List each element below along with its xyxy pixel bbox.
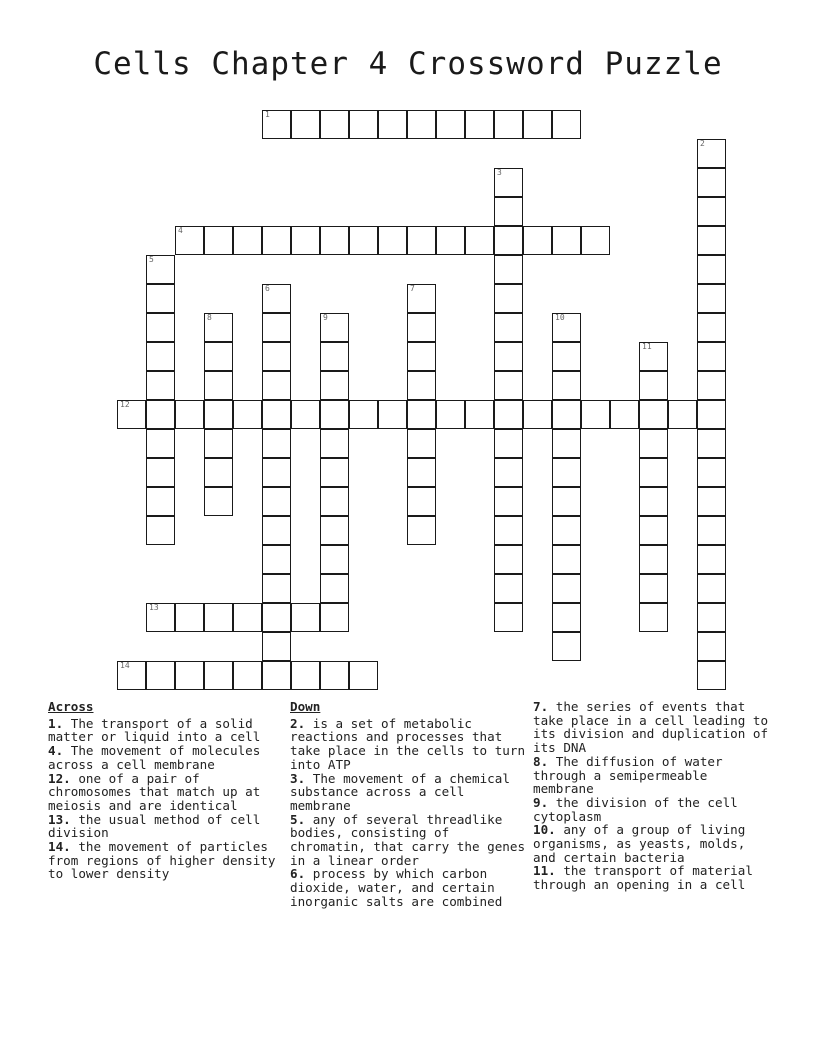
clue-text: The diffusion of water through a semipermeable membrane [533, 753, 723, 797]
grid-cell[interactable] [552, 516, 581, 545]
grid-cell[interactable] [378, 110, 407, 139]
clue-across-13 [48, 813, 284, 840]
clue-number-label: 13 [149, 603, 159, 612]
grid-cell[interactable] [552, 632, 581, 661]
grid-cell[interactable] [639, 603, 668, 632]
grid-cell[interactable] [697, 284, 726, 313]
grid-cell[interactable] [552, 226, 581, 255]
grid-cell[interactable] [262, 284, 291, 313]
grid-cell[interactable] [552, 371, 581, 400]
clue-text: the movement of particles from regions of higher density to lower density [48, 839, 276, 882]
grid-cell[interactable] [175, 226, 204, 255]
grid-cell[interactable] [291, 226, 320, 255]
clue-down-9 [533, 796, 769, 823]
clue-down-7 [533, 700, 769, 755]
clue-number: 13. [48, 811, 71, 827]
grid-cell[interactable] [697, 487, 726, 516]
grid-cell[interactable] [262, 545, 291, 574]
grid-cell[interactable] [146, 458, 175, 487]
clue-number: 9. [533, 794, 549, 810]
grid-cell[interactable] [320, 545, 349, 574]
grid-cell[interactable] [262, 487, 291, 516]
grid-cell[interactable] [262, 429, 291, 458]
grid-cell[interactable] [465, 226, 494, 255]
clue-number: 1. [48, 715, 64, 731]
grid-cell[interactable] [639, 545, 668, 574]
grid-cell[interactable] [233, 226, 262, 255]
clue-number-label: 11 [642, 342, 652, 351]
grid-cell[interactable] [146, 661, 175, 690]
grid-cell[interactable] [175, 661, 204, 690]
clue-number: 3. [290, 770, 306, 786]
grid-cell[interactable] [697, 168, 726, 197]
clue-text: is a set of metabolic reactions and processes that take place in the cells to turn into ATP [290, 715, 526, 772]
down-clues-part-2 [533, 700, 769, 892]
grid-cell[interactable] [146, 487, 175, 516]
grid-cell[interactable] [552, 487, 581, 516]
clue-down-8 [533, 755, 769, 796]
clue-number: 14. [48, 839, 71, 855]
clue-number-label: 1 [265, 110, 270, 119]
grid-cell[interactable] [494, 487, 523, 516]
grid-cell[interactable] [320, 487, 349, 516]
clue-number: 7. [533, 699, 549, 714]
grid-cell[interactable] [233, 400, 262, 429]
clue-across-1 [48, 717, 284, 744]
grid-cell[interactable] [465, 400, 494, 429]
grid-cell[interactable] [320, 342, 349, 371]
grid-cell[interactable] [378, 400, 407, 429]
grid-cell[interactable] [407, 458, 436, 487]
grid-cell[interactable] [407, 516, 436, 545]
grid-cell[interactable] [552, 458, 581, 487]
grid-cell[interactable] [697, 400, 726, 429]
grid-cell[interactable] [494, 516, 523, 545]
clue-text: process by which carbon dioxide, water, and certain inorganic salts are combined [290, 866, 503, 909]
grid-cell[interactable] [320, 603, 349, 632]
grid-cell[interactable] [697, 313, 726, 342]
grid-cell[interactable] [407, 487, 436, 516]
grid-cell[interactable] [494, 429, 523, 458]
grid-cell[interactable] [262, 458, 291, 487]
grid-cell[interactable] [407, 313, 436, 342]
grid-cell[interactable] [349, 661, 378, 690]
grid-cell[interactable] [146, 400, 175, 429]
grid-cell[interactable] [146, 371, 175, 400]
clue-number: 5. [290, 811, 306, 827]
grid-cell[interactable] [697, 661, 726, 690]
grid-cell[interactable] [697, 603, 726, 632]
grid-cell[interactable] [262, 313, 291, 342]
grid-cell[interactable] [639, 574, 668, 603]
grid-cell[interactable] [146, 313, 175, 342]
across-clues [48, 700, 284, 881]
grid-cell[interactable] [204, 342, 233, 371]
grid-cell[interactable] [581, 400, 610, 429]
clue-down-3 [290, 772, 526, 813]
grid-cell[interactable] [552, 574, 581, 603]
clue-number: 4. [48, 743, 64, 759]
grid-cell[interactable] [262, 632, 291, 661]
grid-cell[interactable] [552, 603, 581, 632]
grid-cell[interactable] [697, 632, 726, 661]
grid-cell[interactable] [494, 400, 523, 429]
grid-cell[interactable] [204, 487, 233, 516]
grid-cell[interactable] [407, 284, 436, 313]
grid-cell[interactable] [407, 371, 436, 400]
grid-cell[interactable] [320, 400, 349, 429]
grid-cell[interactable] [320, 661, 349, 690]
grid-cell[interactable] [494, 574, 523, 603]
grid-cell[interactable] [552, 545, 581, 574]
grid-cell[interactable] [146, 429, 175, 458]
grid-cell[interactable] [262, 342, 291, 371]
grid-cell[interactable] [175, 400, 204, 429]
grid-cell[interactable] [494, 313, 523, 342]
grid-cell[interactable] [639, 487, 668, 516]
clue-text: The movement of molecules across a cell membrane [48, 743, 261, 772]
grid-cell[interactable] [204, 603, 233, 632]
clue-number-label: 8 [207, 313, 212, 322]
clue-down-2 [290, 717, 526, 772]
grid-cell[interactable] [204, 429, 233, 458]
clue-number-label: 2 [700, 139, 705, 148]
clue-number-label: 12 [120, 400, 130, 409]
grid-cell[interactable] [697, 429, 726, 458]
grid-cell[interactable] [262, 661, 291, 690]
clue-text: The movement of a chemical substance across a cell membrane [290, 770, 510, 813]
clue-across-4 [48, 744, 284, 771]
grid-cell[interactable] [523, 226, 552, 255]
grid-cell[interactable] [697, 197, 726, 226]
grid-cell[interactable] [146, 603, 175, 632]
grid-cell[interactable] [233, 661, 262, 690]
grid-cell[interactable] [494, 110, 523, 139]
clue-text: The transport of a solid matter or liquid into a cell [48, 715, 261, 745]
grid-cell[interactable] [320, 313, 349, 342]
grid-cell[interactable] [465, 110, 494, 139]
grid-cell[interactable] [320, 429, 349, 458]
grid-cell[interactable] [262, 400, 291, 429]
grid-cell[interactable] [146, 284, 175, 313]
clue-number-label: 14 [120, 661, 130, 670]
grid-cell[interactable] [523, 400, 552, 429]
grid-cell[interactable] [494, 197, 523, 226]
grid-cell[interactable] [117, 400, 146, 429]
grid-cell[interactable] [407, 342, 436, 371]
grid-cell[interactable] [436, 400, 465, 429]
grid-cell[interactable] [494, 371, 523, 400]
grid-cell[interactable] [262, 226, 291, 255]
grid-cell[interactable] [204, 226, 233, 255]
grid-cell[interactable] [552, 429, 581, 458]
grid-cell[interactable] [523, 110, 552, 139]
grid-cell[interactable] [639, 516, 668, 545]
grid-cell[interactable] [639, 458, 668, 487]
grid-cell[interactable] [639, 400, 668, 429]
grid-cell[interactable] [494, 603, 523, 632]
grid-cell[interactable] [349, 110, 378, 139]
grid-cell[interactable] [146, 255, 175, 284]
grid-cell[interactable] [552, 110, 581, 139]
clue-down-11 [533, 864, 769, 891]
clue-number-label: 3 [497, 168, 502, 177]
clue-down-6 [290, 867, 526, 908]
grid-cell[interactable] [262, 574, 291, 603]
grid-cell[interactable] [320, 110, 349, 139]
grid-cell[interactable] [204, 313, 233, 342]
clue-text: the transport of material through an opening in a cell [533, 863, 753, 893]
grid-cell[interactable] [262, 110, 291, 139]
grid-cell[interactable] [204, 371, 233, 400]
grid-cell[interactable] [494, 458, 523, 487]
clue-text: the division of the cell cytoplasm [533, 794, 738, 824]
grid-cell[interactable] [291, 110, 320, 139]
grid-cell[interactable] [204, 400, 233, 429]
grid-cell[interactable] [320, 516, 349, 545]
grid-cell[interactable] [697, 342, 726, 371]
grid-cell[interactable] [262, 603, 291, 632]
grid-cell[interactable] [204, 661, 233, 690]
clue-number: 11. [533, 863, 556, 879]
down-heading: Down [290, 699, 321, 714]
grid-cell[interactable] [668, 400, 697, 429]
grid-cell[interactable] [697, 371, 726, 400]
grid-cell[interactable] [639, 429, 668, 458]
grid-cell[interactable] [407, 400, 436, 429]
grid-cell[interactable] [697, 226, 726, 255]
clue-number-label: 6 [265, 284, 270, 293]
grid-cell[interactable] [407, 226, 436, 255]
clue-text: the usual method of cell division [48, 811, 261, 841]
grid-cell[interactable] [697, 574, 726, 603]
grid-cell[interactable] [697, 516, 726, 545]
grid-cell[interactable] [494, 342, 523, 371]
clue-across-12 [48, 772, 284, 813]
grid-cell[interactable] [639, 371, 668, 400]
grid-cell[interactable] [639, 342, 668, 371]
grid-cell[interactable] [233, 603, 262, 632]
grid-cell[interactable] [494, 255, 523, 284]
clue-number: 12. [48, 770, 71, 786]
clue-text: one of a pair of chromosomes that match up at meiosis and are identical [48, 770, 261, 813]
clue-number-label: 7 [410, 284, 415, 293]
grid-cell[interactable] [610, 400, 639, 429]
clue-number: 8. [533, 753, 549, 769]
grid-cell[interactable] [494, 545, 523, 574]
grid-cell[interactable] [407, 429, 436, 458]
grid-cell[interactable] [117, 661, 146, 690]
clue-number: 6. [290, 866, 306, 882]
clue-number-label: 4 [178, 226, 183, 235]
grid-cell[interactable] [697, 458, 726, 487]
grid-cell[interactable] [320, 226, 349, 255]
grid-cell[interactable] [320, 574, 349, 603]
clue-across-14 [48, 840, 284, 881]
grid-cell[interactable] [349, 400, 378, 429]
grid-cell[interactable] [436, 226, 465, 255]
grid-cell[interactable] [262, 516, 291, 545]
clue-down-5 [290, 813, 526, 868]
clue-text: the series of events that take place in a cell leading to its division and duplication of its DNA [533, 699, 769, 756]
clue-number-label: 5 [149, 255, 154, 264]
grid-cell[interactable] [494, 226, 523, 255]
across-heading: Across [48, 699, 94, 714]
clue-down-10 [533, 823, 769, 864]
grid-cell[interactable] [552, 342, 581, 371]
clue-number-label: 9 [323, 313, 328, 322]
clue-text: any of a group of living organisms, as yeasts, molds, and certain bacteria [533, 822, 746, 865]
grid-cell[interactable] [407, 110, 436, 139]
grid-cell[interactable] [494, 284, 523, 313]
down-clues-part-1 [290, 700, 526, 909]
clue-number: 10. [533, 822, 556, 838]
grid-cell[interactable] [697, 545, 726, 574]
clue-text: any of several threadlike bodies, consisting of chromatin, that carry the genes in a linear order [290, 811, 526, 868]
grid-cell[interactable] [146, 516, 175, 545]
grid-cell[interactable] [320, 371, 349, 400]
grid-cell[interactable] [552, 313, 581, 342]
page-title: Cells Chapter 4 Crossword Puzzle [93, 46, 723, 82]
clue-number-label: 10 [555, 313, 565, 322]
grid-cell[interactable] [436, 110, 465, 139]
grid-cell[interactable] [262, 371, 291, 400]
grid-cell[interactable] [552, 400, 581, 429]
grid-cell[interactable] [581, 226, 610, 255]
grid-cell[interactable] [146, 342, 175, 371]
grid-cell[interactable] [697, 139, 726, 168]
grid-cell[interactable] [291, 400, 320, 429]
grid-cell[interactable] [494, 168, 523, 197]
grid-cell[interactable] [204, 458, 233, 487]
grid-cell[interactable] [175, 603, 204, 632]
clue-number: 2. [290, 715, 306, 731]
grid-cell[interactable] [291, 603, 320, 632]
grid-cell[interactable] [320, 458, 349, 487]
grid-cell[interactable] [291, 661, 320, 690]
grid-cell[interactable] [378, 226, 407, 255]
grid-cell[interactable] [349, 226, 378, 255]
grid-cell[interactable] [697, 255, 726, 284]
